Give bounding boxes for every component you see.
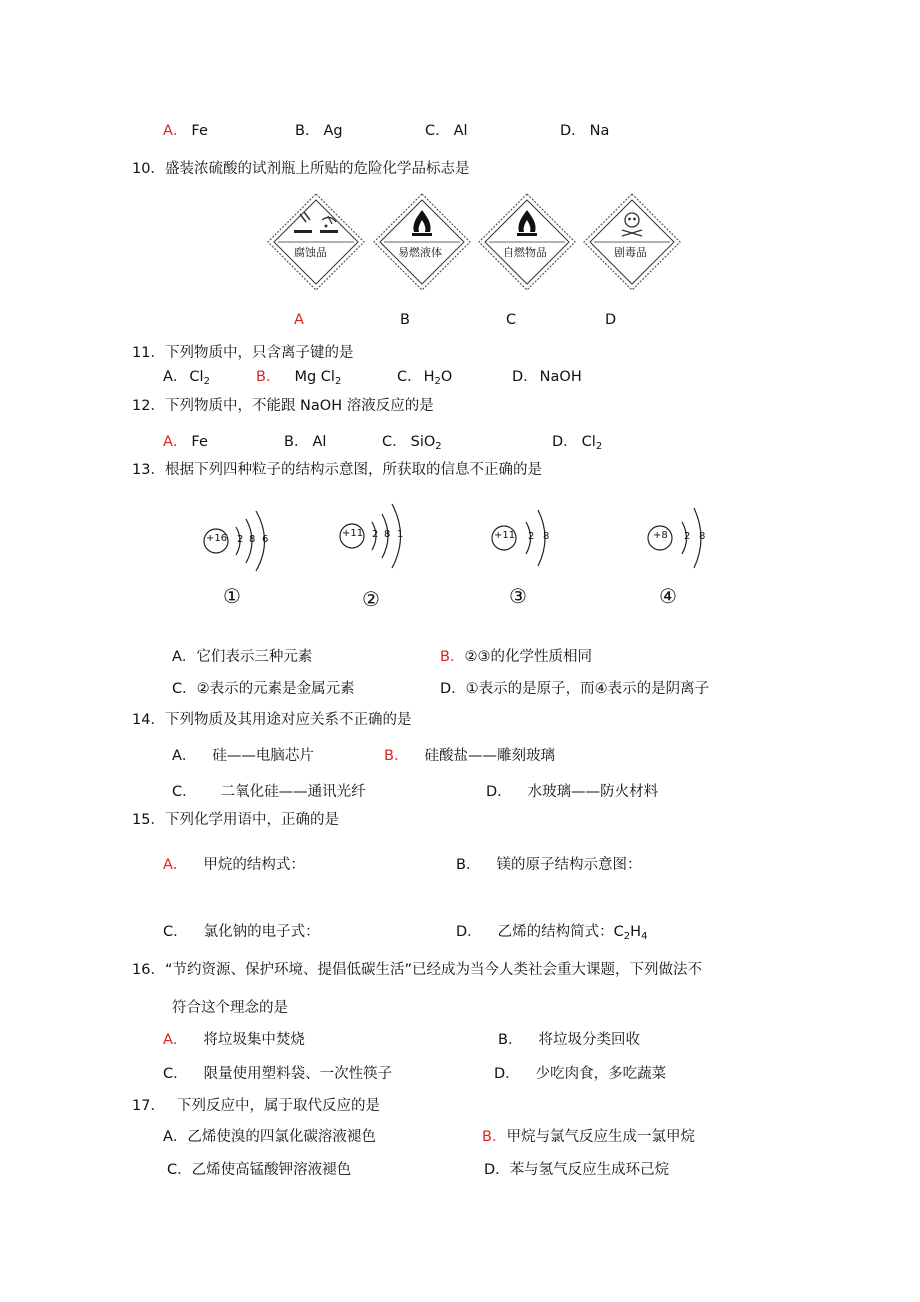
atom-diagram-1: +16 2 8 6 <box>200 503 290 583</box>
atom-label-3: ③ <box>509 584 527 608</box>
hazard-sign-a: 腐蚀品 <box>266 192 366 292</box>
q12-option-c: C． SiO$_2$ <box>382 434 442 452</box>
atom-diagram-2: +11 2 8 1 <box>336 498 426 578</box>
q9-option-c: C． Al <box>425 123 468 139</box>
q15-option-d: D． 乙烯的结构简式：$C_2H_4$ <box>456 924 648 942</box>
q11-option-a: A． $Cl_2$ <box>163 369 210 387</box>
q12-option-b: B． Al <box>284 434 327 450</box>
q15-option-c: C． 氯化钠的电子式： <box>163 924 320 940</box>
q11-option-c: C． $H_2O$ <box>397 369 453 387</box>
q15-option-b: B． 镁的原子结构示意图： <box>456 857 642 873</box>
q15-stem: 15．下列化学用语中，正确的是 <box>132 812 339 828</box>
q12-stem: 12．下列物质中，不能跟 NaOH 溶液反应的是 <box>132 398 434 414</box>
q14-stem: 14．下列物质及其用途对应关系不正确的是 <box>132 712 412 728</box>
q11-option-b: B． Mg $Cl_2$ <box>256 369 342 387</box>
q16-option-b: B． 将垃圾分类回收 <box>498 1032 640 1048</box>
q17-stem: 17． 下列反应中，属于取代反应的是 <box>132 1098 380 1114</box>
q13-option-d: D．①表示的是原子，而④表示的是阴离子 <box>440 681 710 697</box>
atom-diagram-4: +8 2 8 <box>644 500 724 580</box>
hazard-sign-b: 易燃液体 <box>372 192 472 292</box>
atom-diagram-3: +11 2 8 <box>488 500 568 580</box>
flame-icon <box>412 210 432 236</box>
q14-option-c: C． 二氧化硅——通讯光纤 <box>172 784 366 800</box>
q13-option-b: B．②③的化学性质相同 <box>440 649 592 665</box>
q16-option-a: A． 将垃圾集中焚烧 <box>163 1032 305 1048</box>
q9-option-d: D． Na <box>560 123 610 139</box>
hazard-sign-c: 自燃物品 <box>477 192 577 292</box>
q15-option-a: A． 甲烷的结构式： <box>163 857 305 873</box>
q14-option-a: A． 硅——电脑芯片 <box>172 748 314 764</box>
q9-option-a: A． Fe <box>163 123 208 139</box>
q17-option-a: A．乙烯使溴的四氯化碳溶液褪色 <box>163 1129 376 1145</box>
q13-option-a: A．它们表示三种元素 <box>172 649 313 665</box>
q14-option-d: D． 水玻璃——防火材料 <box>486 784 659 800</box>
q14-option-b: B． 硅酸盐——雕刻玻璃 <box>384 748 555 764</box>
q12-option-d: D． $Cl_2$ <box>552 434 603 452</box>
q10-letter-c: C <box>506 312 517 328</box>
q16-option-d: D． 少吃肉食，多吃蔬菜 <box>494 1066 667 1082</box>
atom-label-1: ① <box>223 584 241 608</box>
q10-letter-b: B <box>400 312 410 328</box>
q16-stem: 16．“节约资源、保护环境、提倡低碳生活”已经成为当今人类社会重大课题，下列做法不 <box>132 962 702 978</box>
atom-label-2: ② <box>362 587 380 611</box>
q17-option-c: C．乙烯使高锰酸钾溶液褪色 <box>167 1162 352 1178</box>
q17-option-b: B．甲烷与氯气反应生成一氯甲烷 <box>482 1129 695 1145</box>
flame-icon <box>517 210 537 236</box>
q13-option-c: C．②表示的元素是金属元素 <box>172 681 355 697</box>
atom-label-4: ④ <box>659 584 677 608</box>
q16-option-c: C． 限量使用塑料袋、一次性筷子 <box>163 1066 393 1082</box>
skull-icon <box>622 213 642 236</box>
q10-letter-d: D <box>605 312 617 328</box>
q10-stem: 10．盛装浓硫酸的试剂瓶上所贴的危险化学品标志是 <box>132 161 470 177</box>
q11-option-d: D． NaOH <box>512 369 582 385</box>
q10-letter-a: A <box>294 312 304 328</box>
q16-stem-line2: 符合这个理念的是 <box>172 1000 288 1016</box>
q9-option-b: B． Ag <box>295 123 343 139</box>
q12-option-a: A． Fe <box>163 434 208 450</box>
q17-option-d: D．苯与氢气反应生成环己烷 <box>484 1162 670 1178</box>
q13-stem: 13．根据下列四种粒子的结构示意图，所获取的信息不正确的是 <box>132 462 542 478</box>
hazard-sign-d: 剧毒品 <box>582 192 682 292</box>
q11-stem: 11．下列物质中，只含离子键的是 <box>132 345 354 361</box>
